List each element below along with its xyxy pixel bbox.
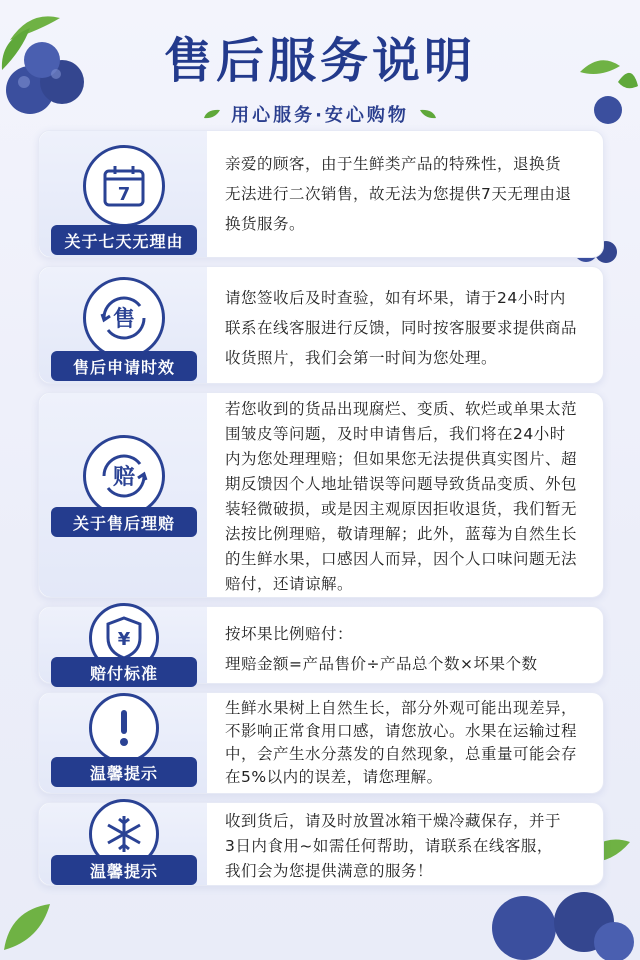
leaf-bottom-left xyxy=(0,880,70,960)
after-sale-refresh-icon xyxy=(83,277,165,359)
section-card-tip-storage xyxy=(38,802,604,886)
section-text: 收到货后，请及时放置冰箱干燥冷藏保存，并于 3日内食用~如需任何帮助，请联系在线客服， 我们会为您提供满意的服务！ xyxy=(225,812,562,880)
section-label: 赔付标准 xyxy=(51,657,197,687)
section-label: 关于售后理赔 xyxy=(51,507,197,537)
section-text: 若您收到的货品出现腐烂、变质、软烂或单果太范 围皱皮等问题，及时申请售后，我们将在24小时 内为您处理理赔；但如果您无法提供真实图片、超 期反馈因个人地址错误等问题导致货品变质、外包 装轻微破损，或是因主观原因拒收退货，我们暂无 法按比例理赔，敬请理解；此外，蓝莓为自然生长 的生鲜水果，口感因人而异，因个人口味问题无法 赔付，还请谅解。 xyxy=(225,400,578,593)
svg-text:售: 售 xyxy=(112,307,136,332)
section-label: 温馨提示 xyxy=(51,757,197,787)
leaf-icon xyxy=(419,109,437,119)
calendar-7-icon xyxy=(83,145,165,227)
section-label: 关于七天无理由 xyxy=(51,225,197,255)
section-text: 亲爱的顾客，由于生鲜类产品的特殊性，退换货 无法进行二次销售，故无法为您提供7天无理由退 换货服务。 xyxy=(225,155,572,233)
page-title: 售后服务说明 xyxy=(163,33,476,89)
section-card-seven-day xyxy=(38,130,604,258)
svg-text:¥: ¥ xyxy=(117,629,131,650)
section-label: 售后申请时效 xyxy=(51,351,197,381)
compensation-refresh-icon xyxy=(83,435,165,517)
section-card-standard xyxy=(38,606,604,684)
leaf-icon xyxy=(203,109,221,119)
section-card-compensation xyxy=(38,392,604,598)
header xyxy=(0,22,640,138)
section-label: 温馨提示 xyxy=(51,855,197,885)
page-subtitle: 用心服务·安心购物 xyxy=(231,105,409,126)
subtitle-row xyxy=(0,101,640,127)
section-text: 按坏果比例赔付： 理赔金额=产品售价÷产品总个数×坏果个数 xyxy=(225,625,538,673)
section-text: 生鲜水果树上自然生长，部分外观可能出现差异， 不影响正常食用口感，请您放心。水果在运输过程 中，会产生水分蒸发的自然现象，总重量可能会存 在5%以内的误差，请您理解。 xyxy=(225,699,578,786)
section-card-after-sale-time xyxy=(38,266,604,384)
svg-text:赔: 赔 xyxy=(112,465,136,490)
exclamation-icon xyxy=(89,693,159,763)
section-card-tip-appearance xyxy=(38,692,604,794)
section-text: 请您签收后及时查验，如有坏果，请于24小时内 联系在线客服进行反馈，同时按客服要求提供商品 收货照片，我们会第一时间为您处理。 xyxy=(225,289,578,367)
svg-text:7: 7 xyxy=(117,184,131,205)
